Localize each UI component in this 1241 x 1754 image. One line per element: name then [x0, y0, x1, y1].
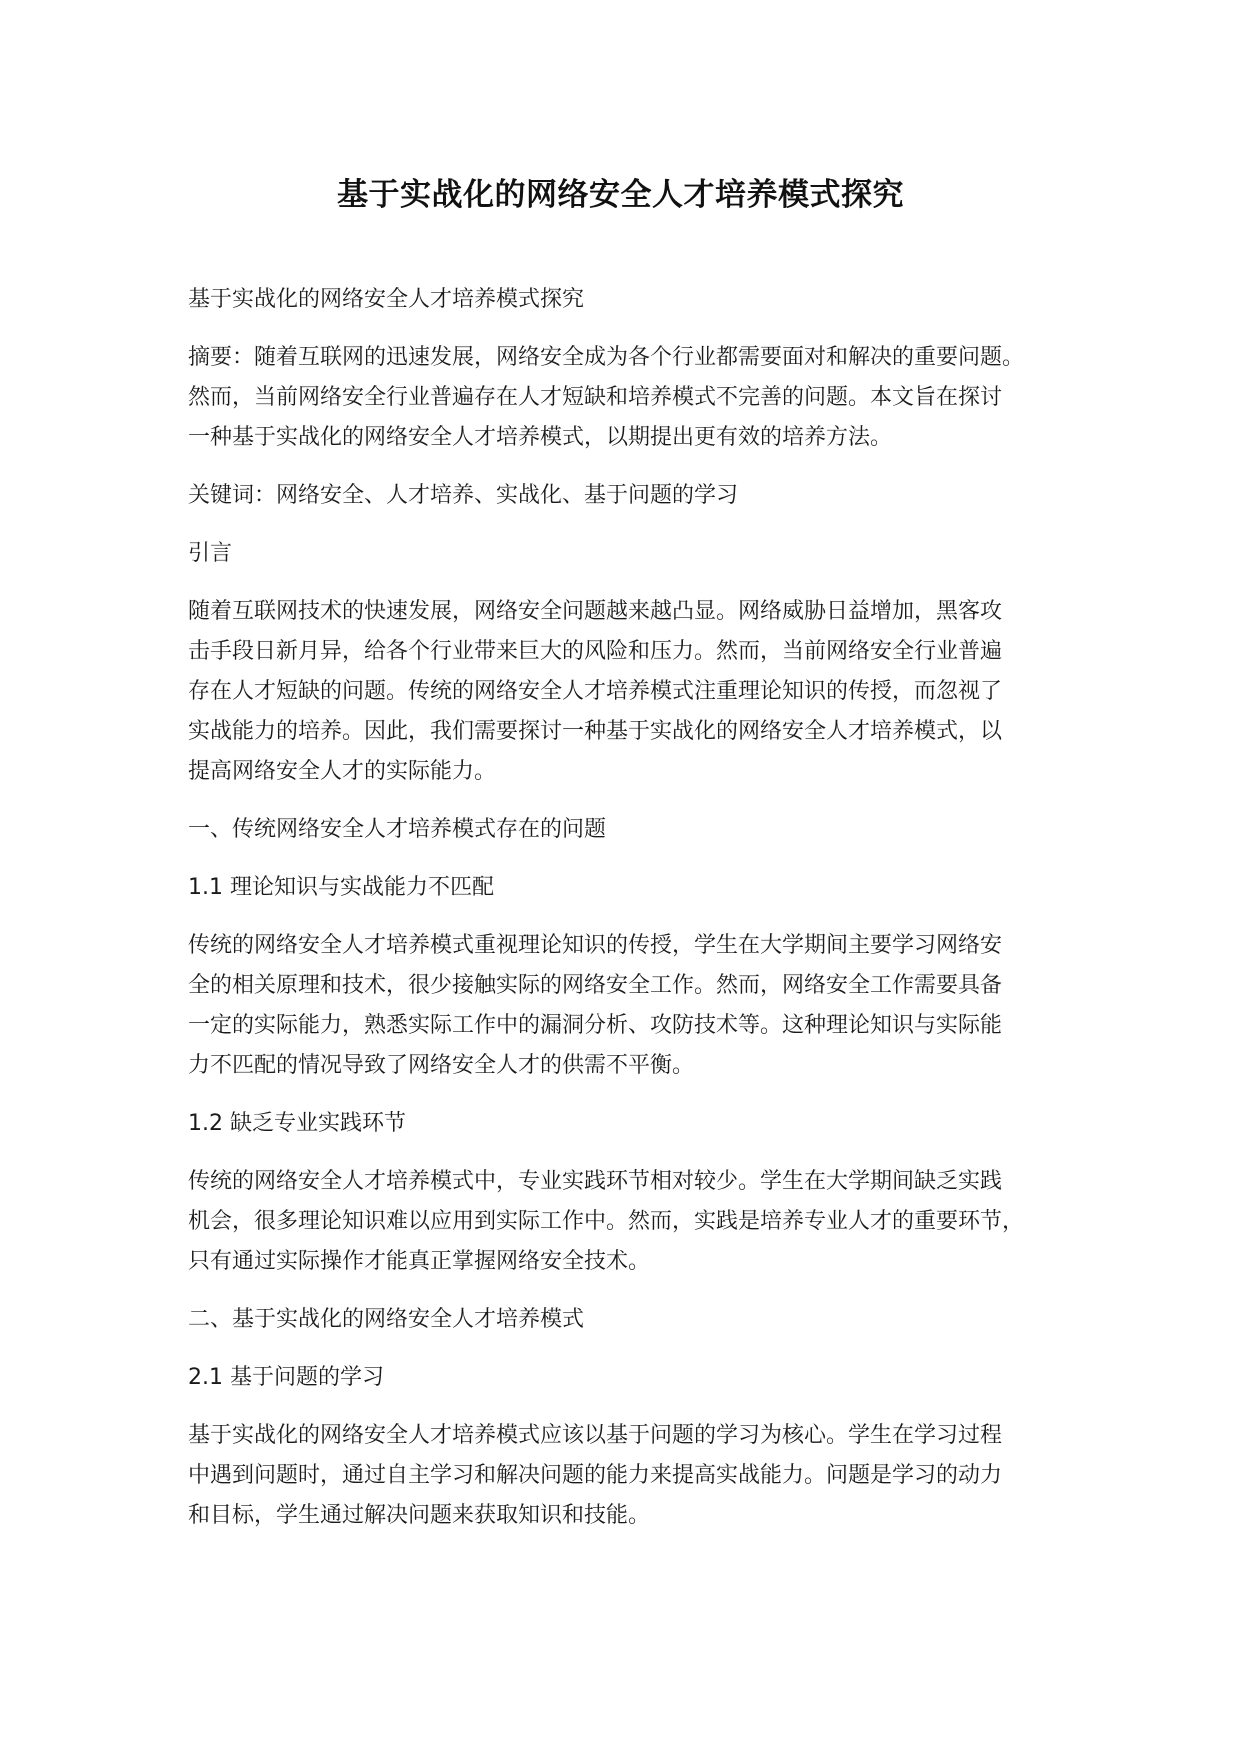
paragraph: [188, 534, 1088, 574]
text-line: 提高网络安全人才的实际能力。: [188, 759, 497, 784]
document-title: 基于实战化的网络安全人才培养模式探究: [337, 177, 904, 213]
paragraph: [188, 592, 1088, 792]
text-line: 关键词：网络安全、人才培养、实战化、基于问题的学习: [188, 483, 739, 508]
text-line: 1.2 缺乏专业实践环节: [188, 1111, 406, 1136]
text-line: 全的相关原理和技术，很少接触实际的网络安全工作。然而，网络安全工作需要具备: [188, 973, 1003, 998]
paragraph: [188, 1300, 1088, 1340]
text-line: 击手段日新月异，给各个行业带来巨大的风险和压力。然而，当前网络安全行业普遍: [188, 639, 1003, 664]
text-line: 基于实战化的网络安全人才培养模式探究: [188, 287, 585, 312]
paragraph: [188, 338, 1088, 458]
text-line: 随着互联网技术的快速发展，网络安全问题越来越凸显。网络威胁日益增加，黑客攻: [188, 599, 1003, 624]
paragraph: [188, 476, 1088, 516]
paragraph: [188, 280, 1088, 320]
text-line: 二、基于实战化的网络安全人才培养模式: [188, 1307, 585, 1332]
text-line: 只有通过实际操作才能真正掌握网络安全技术。: [188, 1249, 651, 1274]
text-line: 基于实战化的网络安全人才培养模式应该以基于问题的学习为核心。学生在学习过程: [188, 1423, 1003, 1448]
text-line: 2.1 基于问题的学习: [188, 1365, 384, 1390]
text-line: 传统的网络安全人才培养模式重视理论知识的传授，学生在大学期间主要学习网络安: [188, 933, 1003, 958]
text-line: 一、传统网络安全人才培养模式存在的问题: [188, 817, 607, 842]
text-line: 传统的网络安全人才培养模式中，专业实践环节相对较少。学生在大学期间缺乏实践: [188, 1169, 1003, 1194]
paragraph: [188, 868, 1088, 908]
paragraph: [188, 1162, 1088, 1282]
text-line: 一种基于实战化的网络安全人才培养模式，以期提出更有效的培养方法。: [188, 425, 893, 450]
text-line: 存在人才短缺的问题。传统的网络安全人才培养模式注重理论知识的传授，而忽视了: [188, 679, 1003, 704]
paragraph: [188, 810, 1088, 850]
text-line: 机会，很多理论知识难以应用到实际工作中。然而，实践是培养专业人才的重要环节，: [188, 1209, 1025, 1234]
text-line: 和目标，学生通过解决问题来获取知识和技能。: [188, 1503, 651, 1528]
text-line: 力不匹配的情况导致了网络安全人才的供需不平衡。: [188, 1053, 695, 1078]
text-line: 一定的实际能力，熟悉实际工作中的漏洞分析、攻防技术等。这种理论知识与实际能: [188, 1013, 1003, 1038]
text-line: 1.1 理论知识与实战能力不匹配: [188, 875, 494, 900]
text-line: 中遇到问题时，通过自主学习和解决问题的能力来提高实战能力。问题是学习的动力: [188, 1463, 1003, 1488]
text-line: 引言: [188, 541, 233, 566]
text-line: 然而，当前网络安全行业普遍存在人才短缺和培养模式不完善的问题。本文旨在探讨: [188, 385, 1003, 410]
text-line: 摘要：随着互联网的迅速发展，网络安全成为各个行业都需要面对和解决的重要问题。: [188, 345, 1025, 370]
text-line: 实战能力的培养。因此，我们需要探讨一种基于实战化的网络安全人才培养模式，以: [188, 719, 1003, 744]
document-body: [188, 280, 1088, 1554]
paragraph: [188, 1416, 1088, 1536]
paragraph: [188, 926, 1088, 1086]
paragraph: [188, 1358, 1088, 1398]
paragraph: [188, 1104, 1088, 1144]
